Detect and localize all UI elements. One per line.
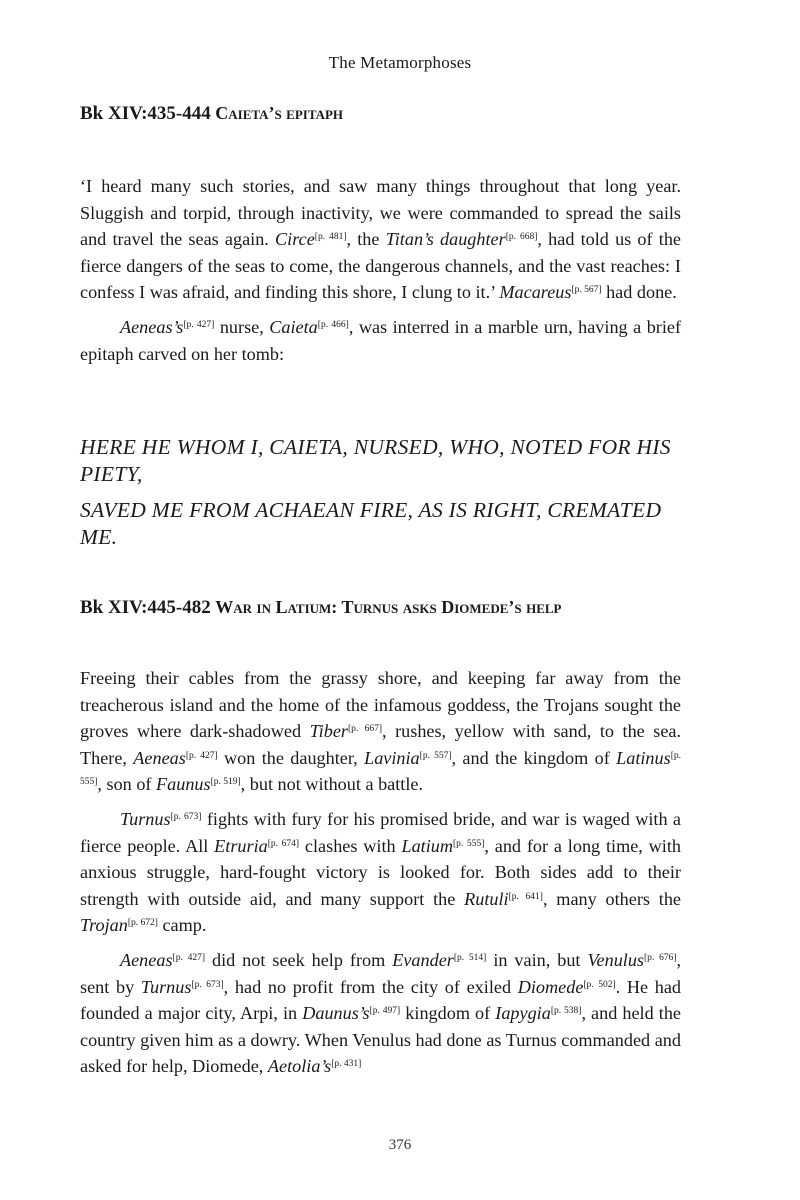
section-body-war-in-latium (80, 665, 681, 1088)
name-link-lavinia[interactable]: Lavinia (364, 747, 420, 768)
page-ref[interactable]: [p. 674] (267, 838, 300, 849)
page-ref[interactable]: [p. 427] (185, 750, 218, 761)
page-ref[interactable]: [p. 567] (571, 285, 602, 296)
section-heading-caieta (80, 103, 720, 125)
page-ref[interactable]: [p. 557] (419, 750, 452, 761)
page-ref[interactable]: [p. 641] (508, 891, 543, 902)
name-link-trojan[interactable]: Trojan (80, 915, 128, 936)
name-link-turnus[interactable]: Turnus (120, 808, 171, 829)
page-ref[interactable]: [p. 673] (191, 979, 224, 990)
epitaph (80, 434, 682, 560)
section-number: Bk XIV:435-444 (80, 103, 211, 124)
page-ref[interactable]: [p. 427] (172, 952, 206, 963)
paragraph: Aeneas’s[p. 427] nurse, Caieta[p. 466], was interred in a marble urn, having a brief epitaph carved on her tomb: (80, 316, 682, 364)
page-ref[interactable]: [p. 676] (644, 952, 677, 963)
epitaph-line: SAVED ME FROM ACHAEAN FIRE, AS IS RIGHT, CREMATED ME. (80, 498, 662, 549)
paragraph: ‘I heard many such stories, and saw many things throughout that long year. Sluggish and torpid, through inactivity, we were commanded to spread the sails and travel the seas again. Circe[p. 481], the Titan’s daughter[p. 668], had told us of the fierce dangers of the seas to come, the dangerous channels, and the vast reaches: I confess I was afraid, and finding this shore, I clung to it.’ Macareus[p. 567] had done. (80, 176, 681, 303)
name-link-aeneas[interactable]: Aeneas (133, 747, 186, 768)
page-ref[interactable]: [p. 497] (369, 1006, 401, 1017)
name-link-aetolia[interactable]: Aetolia’s (267, 1056, 332, 1077)
name-link-circe[interactable]: Circe (275, 229, 315, 250)
section-title: War in Latium: Turnus asks Diomede’s help (215, 597, 562, 617)
page-ref[interactable]: [p. 514] (453, 952, 487, 963)
paragraph: Freeing their cables from the grassy shore, and keeping far away from the treacherous island and the home of the infamous goddess, the Trojans sought the groves where dark-shadowed Tiber[p. 667], rushes, yellow with sand, to the sea. There, Aeneas[p. 427] won the daughter, Lavinia[p. 557], and the kingdom of Latinus[p. 555], son of Faunus[p. 519], but not without a battle. (80, 668, 682, 795)
name-link-aeneas[interactable]: Aeneas’s (120, 316, 184, 337)
name-link-evander[interactable]: Evander (392, 949, 454, 970)
name-link-aeneas[interactable]: Aeneas (120, 949, 173, 970)
name-link-venulus[interactable]: Venulus (587, 949, 645, 970)
name-link-latinus[interactable]: Latinus (616, 747, 671, 768)
name-link-turnus[interactable]: Turnus (140, 976, 192, 997)
page-ref[interactable]: [p. 481] (314, 232, 347, 243)
epitaph-line: HERE HE WHOM I, CAIETA, NURSED, WHO, NOTED FOR HIS PIETY, (80, 435, 671, 486)
section-title: Caieta’s epitaph (215, 103, 344, 123)
page-ref[interactable]: [p. 672] (127, 918, 158, 929)
name-link-daunus[interactable]: Daunus’s (302, 1003, 370, 1024)
section-heading-war-in-latium (80, 597, 720, 619)
name-link-caieta[interactable]: Caieta (269, 316, 318, 337)
running-head: The Metamorphoses (328, 53, 472, 72)
page-ref[interactable]: [p. 667] (347, 724, 383, 735)
name-link-iapygia[interactable]: Iapygia (495, 1003, 551, 1024)
page-ref[interactable]: [p. 538] (550, 1006, 582, 1017)
page-ref[interactable]: [p. 555] (80, 750, 681, 788)
page-ref[interactable]: [p. 431] (331, 1059, 362, 1070)
name-link-latium[interactable]: Latium (401, 835, 453, 856)
page-number: 376 (388, 1137, 412, 1153)
name-link-faunus[interactable]: Faunus (156, 774, 211, 795)
page-ref[interactable]: [p. 668] (505, 232, 538, 243)
page-ref[interactable]: [p. 555] (453, 838, 485, 849)
paragraph: Turnus[p. 673] fights with fury for his promised bride, and war is waged with a fierce people. All Etruria[p. 674] clashes with Latium[p. 555], and for a long time, with anxious struggle, hard-fought victory is looked for. Both sides add to their strength with outside aid, and many support the Rutuli[p. 641], many others the Trojan[p. 672] camp. (80, 808, 682, 936)
page-ref[interactable]: [p. 466] (317, 319, 349, 330)
name-link-macareus[interactable]: Macareus (499, 282, 572, 303)
page-ref[interactable]: [p. 673] (170, 811, 202, 822)
page-ref[interactable]: [p. 519] (210, 777, 241, 788)
section-number: Bk XIV:445-482 (80, 597, 211, 618)
name-link-diomede[interactable]: Diomede (517, 976, 584, 997)
page-ref[interactable]: [p. 502] (583, 979, 616, 990)
name-link-rutuli[interactable]: Rutuli (464, 888, 509, 909)
name-link-etruria[interactable]: Etruria (214, 835, 268, 856)
name-link-tiber[interactable]: Tiber (309, 721, 348, 742)
section-body-caieta (80, 173, 681, 375)
page-ref[interactable]: [p. 427] (183, 319, 215, 330)
paragraph: Aeneas[p. 427] did not seek help from Evander[p. 514] in vain, but Venulus[p. 676], sent by Turnus[p. 673], had no profit from the city of exiled Diomede[p. 502]. He had founded a major city, Arpi, in Daunus’s[p. 497] kingdom of Iapygia[p. 538], and held the country given him as a dowry. When Venulus had done as Turnus commanded and asked for help, Diomede, Aetolia’s[p. 431] (80, 949, 682, 1077)
name-link-titans-daughter[interactable]: Titan’s daughter (385, 229, 506, 250)
